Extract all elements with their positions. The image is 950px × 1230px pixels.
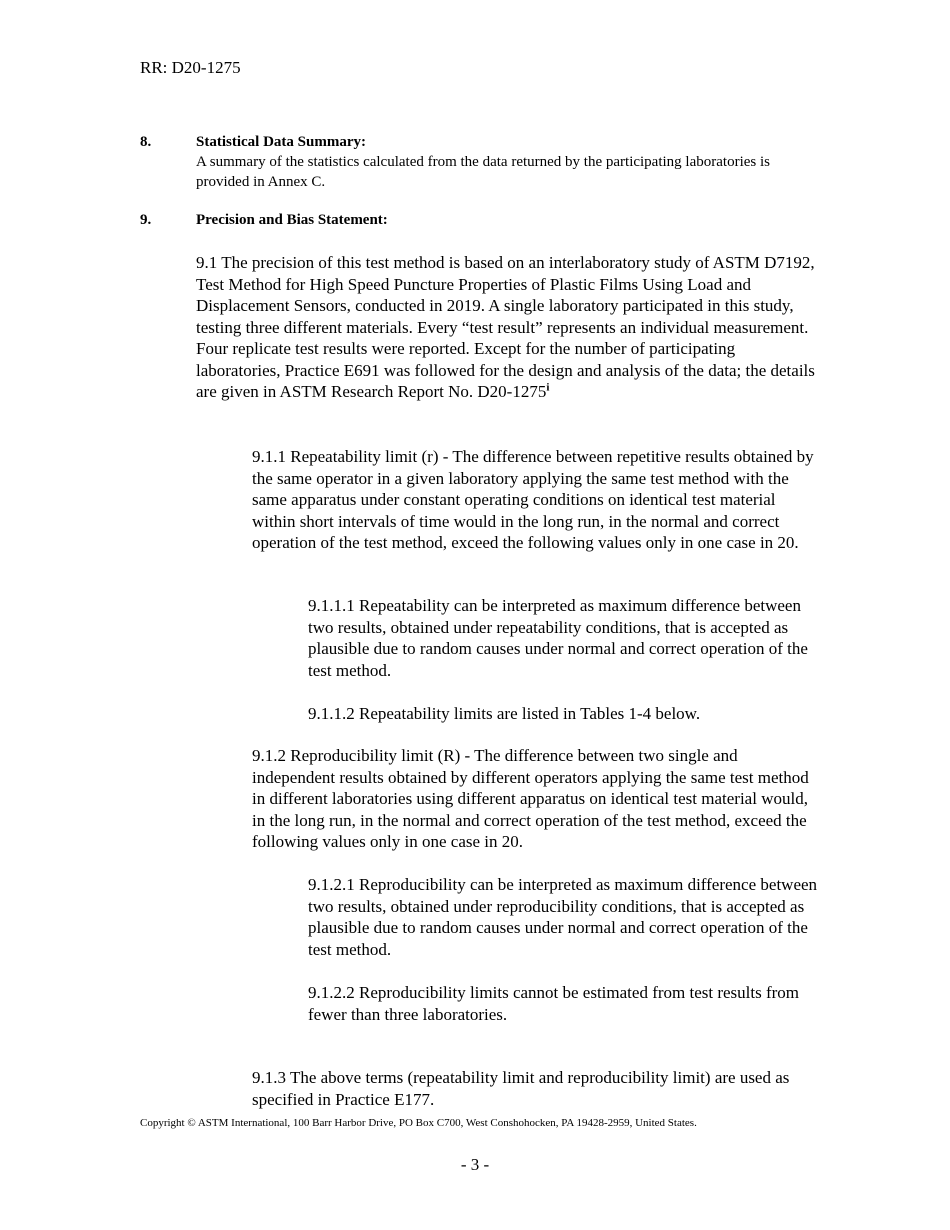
paragraph-9-1-1-1: 9.1.1.1 Repeatability can be interpreted as maximum difference between two results, obtained under repeatability conditions, that is accepted as plausible due to random causes under normal and correct operation of the test method.	[308, 596, 808, 680]
page-number: - 3 -	[460, 1155, 490, 1174]
paragraph-9-1-1: 9.1.1 Repeatability limit (r) - The difference between repetitive results obtained by the same operator in a given laboratory applying the same test method with the same apparatus under constant operating conditions on identical test material within short intervals of time would in the long run, in the normal and correct operation of the test method, exceed the following values only in one case in 20.	[252, 447, 814, 552]
copyright-footer: Copyright © ASTM International, 100 Barr Harbor Drive, PO Box C700, West Conshohocken, PA 19428-2959, United States.	[140, 1117, 697, 1129]
paragraph-9-1-text: 9.1 The precision of this test method is based on an interlaboratory study of ASTM D7192, Test Method for High Speed Puncture Properties of Plastic Films Using Load and Displacement Sensors, conducted in 2019. A single laboratory participated in this study, testing three different materials. Every “test result” represents an individual measurement. Four replicate test results were reported. Except for the number of participating laboratories, Practice E691 was followed for the design and analysis of the data; the details are given in ASTM Research Report No. D20-1275	[196, 253, 815, 401]
report-id-header: RR: D20-1275	[140, 58, 241, 77]
section-8-body: A summary of the statistics calculated from the data returned by the participating laboratories is provided in Annex C.	[196, 154, 770, 190]
paragraph-9-1	[196, 252, 816, 403]
footnote-marker[interactable]: i	[546, 381, 550, 394]
section-9-number: 9.	[140, 212, 152, 228]
paragraph-9-1-1-2: 9.1.1.2 Repeatability limits are listed in Tables 1-4 below.	[308, 704, 701, 723]
section-9-title: Precision and Bias Statement:	[196, 212, 388, 228]
section-8-title: Statistical Data Summary:	[196, 134, 366, 150]
paragraph-9-1-2: 9.1.2 Reproducibility limit (R) - The difference between two single and independent results obtained by different operators applying the same test method in different laboratories using different apparatus on identical test material would, in the long run, in the normal and correct operation of the test method, exceed the following values only in one case in 20.	[252, 746, 809, 851]
section-8-number: 8.	[140, 134, 152, 150]
paragraph-9-1-2-1: 9.1.2.1 Reproducibility can be interpreted as maximum difference between two results, obtained under reproducibility conditions, that is accepted as plausible due to random causes under normal and correct operation of the test method.	[308, 875, 818, 959]
paragraph-9-1-3: 9.1.3 The above terms (repeatability limit and reproducibility limit) are used as specified in Practice E177.	[252, 1068, 790, 1109]
paragraph-9-1-2-2: 9.1.2.2 Reproducibility limits cannot be estimated from test results from fewer than three laboratories.	[308, 983, 800, 1024]
